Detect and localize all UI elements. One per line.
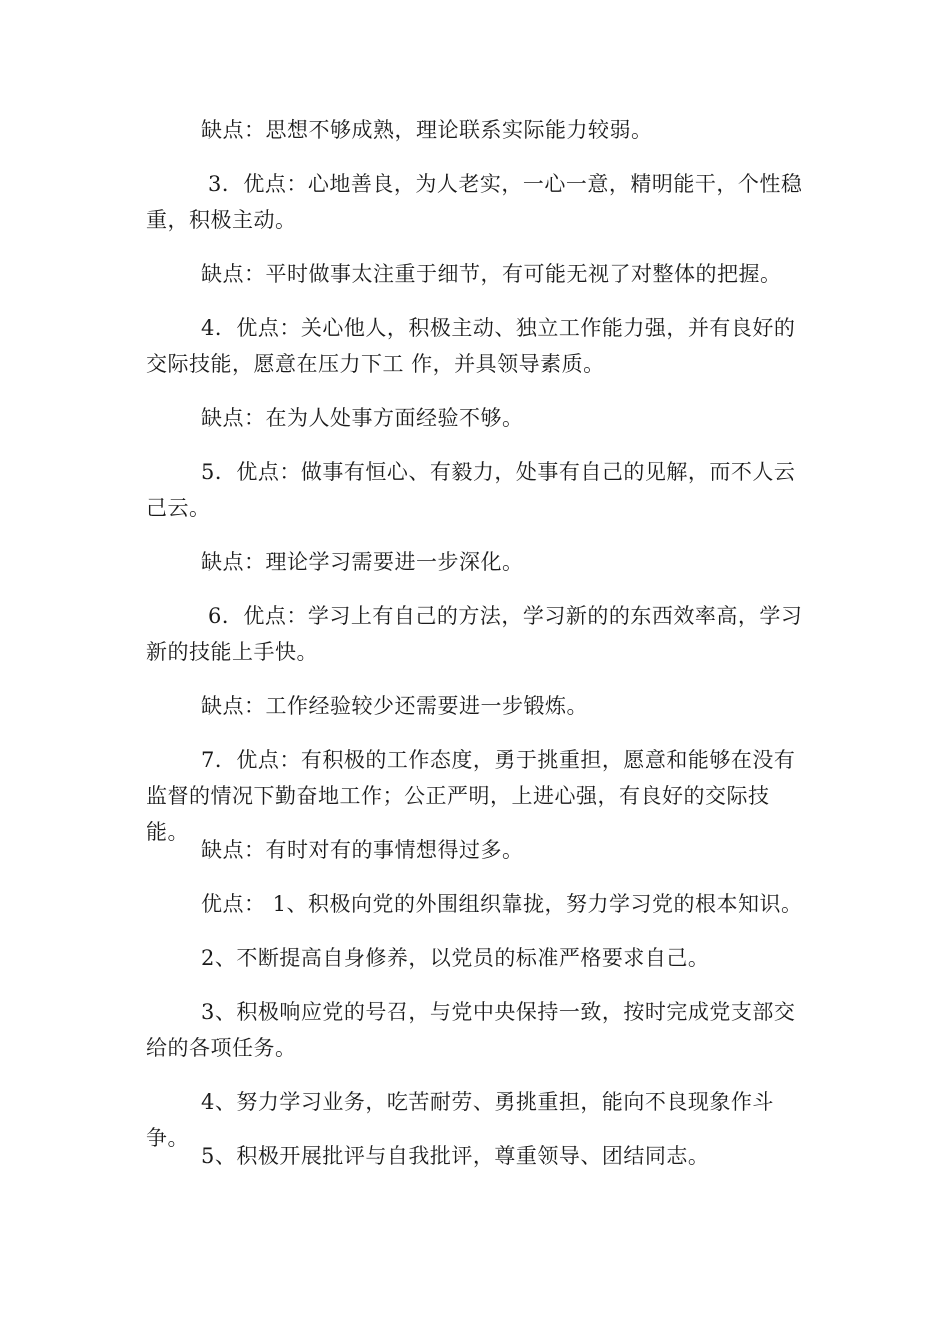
paragraph-weakness-5: 缺点：理论学习需要进一步深化。 [201,550,524,574]
paragraph-weakness-3: 缺点：平时做事太注重于细节，有可能无视了对整体的把握。 [201,262,782,286]
paragraph-party-strength-3: 3、积极响应党的号召，与党中央保持一致，按时完成党支部交给的各项任务。 [146,1000,796,1060]
paragraph-party-strength-2: 2、不断提高自身修养，以党员的标准严格要求自己。 [201,946,710,970]
paragraph-party-strength-5: 5、积极开展批评与自我批评，尊重领导、团结同志。 [201,1144,710,1168]
paragraph-weakness-1: 缺点：思想不够成熟，理论联系实际能力较弱。 [201,118,653,142]
paragraph-strength-4: 4．优点：关心他人，积极主动、独立工作能力强，并有良好的交际技能，愿意在压力下工 作，并具领导素质。 [146,316,796,376]
paragraph-party-strength-1: 优点： 1、积极向党的外围组织靠拢，努力学习党的根本知识。 [201,892,803,916]
paragraph-weakness-7: 缺点：有时对有的事情想得过多。 [201,838,524,862]
paragraph-strength-6: 6．优点：学习上有自己的方法，学习新的的东西效率高，学习新的技能上手快。 [146,604,803,664]
paragraph-weakness-6: 缺点：工作经验较少还需要进一步锻炼。 [201,694,588,718]
paragraph-party-strength-4: 4、努力学习业务，吃苦耐劳、勇挑重担，能向不良现象作斗争。 [146,1090,774,1150]
paragraph-weakness-4: 缺点：在为人处事方面经验不够。 [201,406,524,430]
paragraph-strength-7: 7．优点：有积极的工作态度，勇于挑重担，愿意和能够在没有监督的情况下勤奋地工作；公正严明，上进心强，有良好的交际技能。 [146,748,796,844]
paragraph-strength-5: 5．优点：做事有恒心、有毅力，处事有自己的见解，而不人云己云。 [146,460,796,520]
paragraph-strength-3: 3．优点：心地善良，为人老实，一心一意，精明能干，个性稳重，积极主动。 [146,172,803,232]
